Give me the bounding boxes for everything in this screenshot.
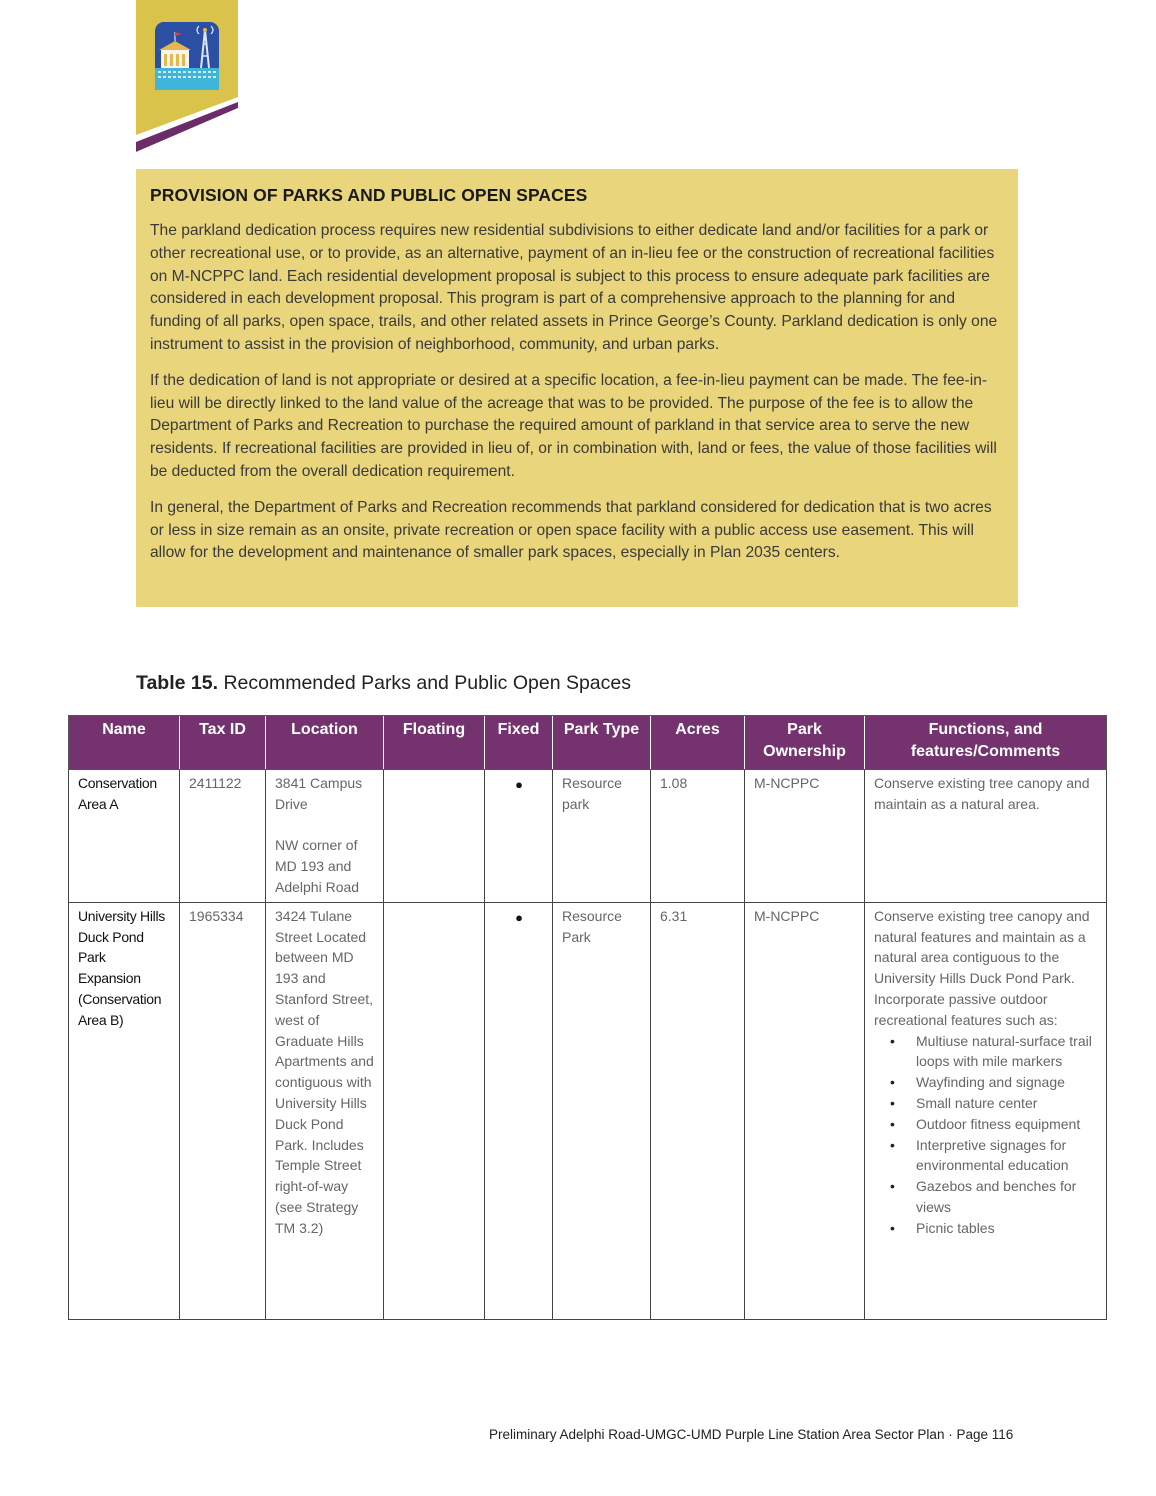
cell-floating bbox=[384, 770, 485, 903]
cell-acres: 1.08 bbox=[651, 770, 745, 903]
column-header: Floating bbox=[384, 716, 485, 770]
station-building-icon bbox=[155, 22, 219, 90]
page-footer: Preliminary Adelphi Road-UMGC-UMD Purple Line Station Area Sector Plan · Page 116 bbox=[489, 1427, 1014, 1442]
column-header: Fixed bbox=[485, 716, 553, 770]
cell-tax-id: 2411122 bbox=[180, 770, 266, 903]
cell-fixed: ● bbox=[485, 770, 553, 903]
callout-title: PROVISION OF PARKS AND PUBLIC OPEN SPACES bbox=[150, 185, 588, 205]
column-header: Park Type bbox=[553, 716, 651, 770]
cell-name: Conservation Area A bbox=[69, 770, 180, 903]
parks-callout-box bbox=[136, 169, 1018, 607]
cell-name: University Hills Duck Pond Park Expansion (Conservation Area B) bbox=[69, 902, 180, 1319]
table-row bbox=[69, 770, 1107, 903]
column-header: Functions, and features/Comments bbox=[865, 716, 1107, 770]
cell-location: 3424 Tulane Street Located between MD 193 and Stanford Street, west of Graduate Hills Apartments and contiguous with University Hills Duck Pond Park. Includes Temple Street right-of-way (see Strategy TM 3.2) bbox=[266, 902, 384, 1319]
table-header-row bbox=[69, 716, 1107, 770]
cell-ownership: M-NCPPC bbox=[745, 902, 865, 1319]
parks-table bbox=[68, 715, 1107, 1320]
cell-park-type: Resource Park bbox=[553, 902, 651, 1319]
callout-paragraph: In general, the Department of Parks and Recreation recommends that parkland considered for dedication that is two acres or less in size remain as an onsite, private recreation or open space facility with a public access use easement. This will allow for the development and maintenance of smaller park spaces, especially in Plan 2035 centers. bbox=[150, 498, 992, 562]
cell-floating bbox=[384, 902, 485, 1319]
cell-fixed: ● bbox=[485, 902, 553, 1319]
cell-acres: 6.31 bbox=[651, 902, 745, 1319]
comments-text: Conserve existing tree canopy and natural features and maintain as a natural area contiguous to the University Hills Duck Pond Park. Incorporate passive outdoor recreational features such as: bbox=[874, 907, 1090, 1028]
column-header: Tax ID bbox=[180, 716, 266, 770]
column-header: Park Ownership bbox=[745, 716, 865, 770]
list-item: • Gazebos and benches for views bbox=[916, 1176, 1098, 1218]
table-caption-label: Table 15. bbox=[136, 672, 219, 694]
cell-ownership: M-NCPPC bbox=[745, 770, 865, 903]
location-line: NW corner of MD 193 and Adelphi Road bbox=[275, 837, 360, 895]
cell-park-type: Resource park bbox=[553, 770, 651, 903]
cell-tax-id: 1965334 bbox=[180, 902, 266, 1319]
callout-paragraph: If the dedication of land is not appropriate or desired at a specific location, a fee-in-lieu payment can be made. The fee-in-lieu will be directly linked to the land value of the acreage that was to be provided. The purpose of the fee is to allow the Department of Parks and Recreation to purchase the required amount of parkland in that service area to serve the new residents. If recreational facilities are provided in lieu of, or in combination with, land or fees, the value of those facilities will be deducted from the overall dedication requirement. bbox=[150, 371, 997, 480]
list-item: • Small nature center bbox=[916, 1093, 1098, 1114]
column-header: Acres bbox=[651, 716, 745, 770]
list-item: • Picnic tables bbox=[916, 1218, 1098, 1239]
list-item: • Interpretive signages for environmental education bbox=[916, 1135, 1098, 1177]
callout-paragraph: The parkland dedication process requires new residential subdivisions to either dedicate land and/or facilities for a park or other recreational use, or to provide, as an alternative, payment of an in-lieu fee or the construction of recreational facilities on M-NCPPC land. Each residential development proposal is subject to this process to ensure adequate park facilities are considered in each development proposal. This program is part of a comprehensive approach to the planning for and funding of all parks, open space, trails, and other related assets in Prince George’s County. Parkland dedication is only one instrument to assist in the provision of neighborhood, community, and urban parks. bbox=[150, 222, 998, 353]
cell-comments bbox=[865, 902, 1107, 1319]
column-header: Location bbox=[266, 716, 384, 770]
table-caption bbox=[136, 672, 631, 695]
table-row bbox=[69, 902, 1107, 1319]
location-line: 3841 Campus Drive bbox=[275, 775, 363, 812]
cell-comments: Conserve existing tree canopy and maintain as a natural area. bbox=[865, 770, 1107, 903]
list-item: • Multiuse natural-surface trail loops with mile markers bbox=[916, 1031, 1098, 1073]
list-item: • Outdoor fitness equipment bbox=[916, 1114, 1098, 1135]
cell-location bbox=[266, 770, 384, 903]
table-caption-text: Recommended Parks and Public Open Spaces bbox=[223, 672, 631, 694]
features-list bbox=[874, 1031, 1098, 1239]
list-item: • Wayfinding and signage bbox=[916, 1072, 1098, 1093]
column-header: Name bbox=[69, 716, 180, 770]
